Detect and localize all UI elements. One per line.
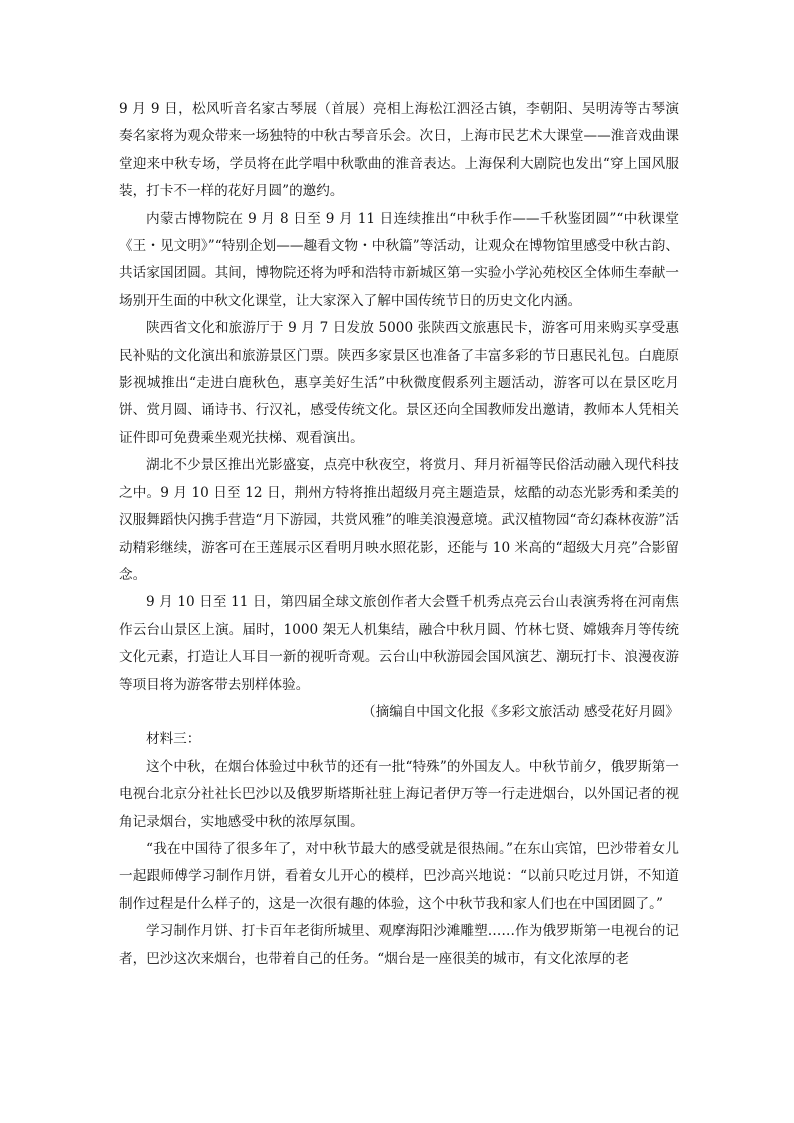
material-label: 材料三： — [146, 731, 201, 748]
paragraph-shanghai: 9 月 9 日，松风听音名家古琴展（首展）亮相上海松江泗泾古镇，李朝阳、吴明涛等古琴演奏名家将为观众带来一场独特的中秋古琴音乐会。次日，上海市民艺术大课堂——淮音戏曲课堂迎来中秋专场，学员将在此学唱中秋歌曲的淮音表达。上海保利大剧院也发出“穿上国风服装，打卡不一样的花好月圆”的邀约。 — [119, 101, 679, 200]
paragraph-foreign-friends: 这个中秋，在烟台体验过中秋节的还有一批“特殊”的外国友人。中秋节前夕，俄罗斯第一电视台北京分社社长巴沙以及俄罗斯塔斯社驻上海记者伊万等一行走进烟台，以外国记者的视角记录烟台，实地感受中秋的浓厚氛围。 — [119, 758, 679, 830]
paragraph-shaanxi: 陕西省文化和旅游厅于 9 月 7 日发放 5000 张陕西文旅惠民卡，游客可用来购买享受惠民补贴的文化演出和旅游景区门票。陕西多家景区也准备了丰富多彩的节日惠民礼包。白鹿原影视城推出“走进白鹿秋色，惠享美好生活”中秋微度假系列主题活动，游客可以在景区吃月饼、赏月圆、诵诗书、行汉礼，感受传统文化。景区还向全国教师发出邀请，教师本人凭相关证件即可免费乘坐观光扶梯、观看演出。 — [119, 320, 679, 446]
paragraph-inner-mongolia: 内蒙古博物院在 9 月 8 日至 9 月 11 日连续推出“中秋手作——千秋鉴团圆”“中秋课堂《王・见文明》”“特别企划——趣看文物・中秋篇”等活动，让观众在博物馆里感受中秋古韵、共话家国团圆。其间，博物院还将为呼和浩特市新城区第一实验小学沁苑校区全体师生奉献一场别开生面的中秋文化课堂，让大家深入了解中国传统节日的历史文化内涵。 — [119, 210, 679, 309]
paragraph-basha-task: 学习制作月饼、打卡百年老街所城里、观摩海阳沙滩雕塑……作为俄罗斯第一电视台的记者，巴沙这次来烟台，也带着自己的任务。“烟台是一座很美的城市，有文化浓厚的老 — [119, 923, 679, 967]
source-citation: （摘编自中国文化报《多彩文旅活动 感受花好月圆》 — [362, 703, 679, 720]
paragraph-hubei: 湖北不少景区推出光影盛宴，点亮中秋夜空，将赏月、拜月祈福等民俗活动融入现代科技之中。9 月 10 日至 12 日，荆州方特将推出超级月亮主题造景，炫酷的动态光影秀和柔美的汉服舞蹈快闪携手营造“月下游园，共赏风雅”的唯美浪漫意境。武汉植物园“奇幻森林夜游”活动精彩继续，游客可在王莲展示区看明月映水照花影，还能与 10 米高的“超级大月亮”合影留念。 — [119, 457, 679, 583]
paragraph-basha-quote: “我在中国待了很多年了，对中秋节最大的感受就是很热闹。”在东山宾馆，巴沙带着女儿一起跟师傅学习制作月饼，看着女儿开心的模样，巴沙高兴地说：“以前只吃过月饼，不知道制作过程是什么样子的，这是一次很有趣的体验，这个中秋节我和家人们也在中国团圆了。” — [119, 840, 679, 912]
document-page — [119, 96, 679, 973]
paragraph-yuntai: 9 月 10 日至 11 日，第四届全球文旅创作者大会暨千机秀点亮云台山表演秀将在河南焦作云台山景区上演。届时，1000 架无人机集结，融合中秋月圆、竹林七贤、嫦娥奔月等传统文化元素，打造让人耳目一新的视听奇观。云台山中秋游园会国风演艺、潮玩打卡、浪漫夜游等项目将为游客带去别样体验。 — [119, 594, 679, 693]
